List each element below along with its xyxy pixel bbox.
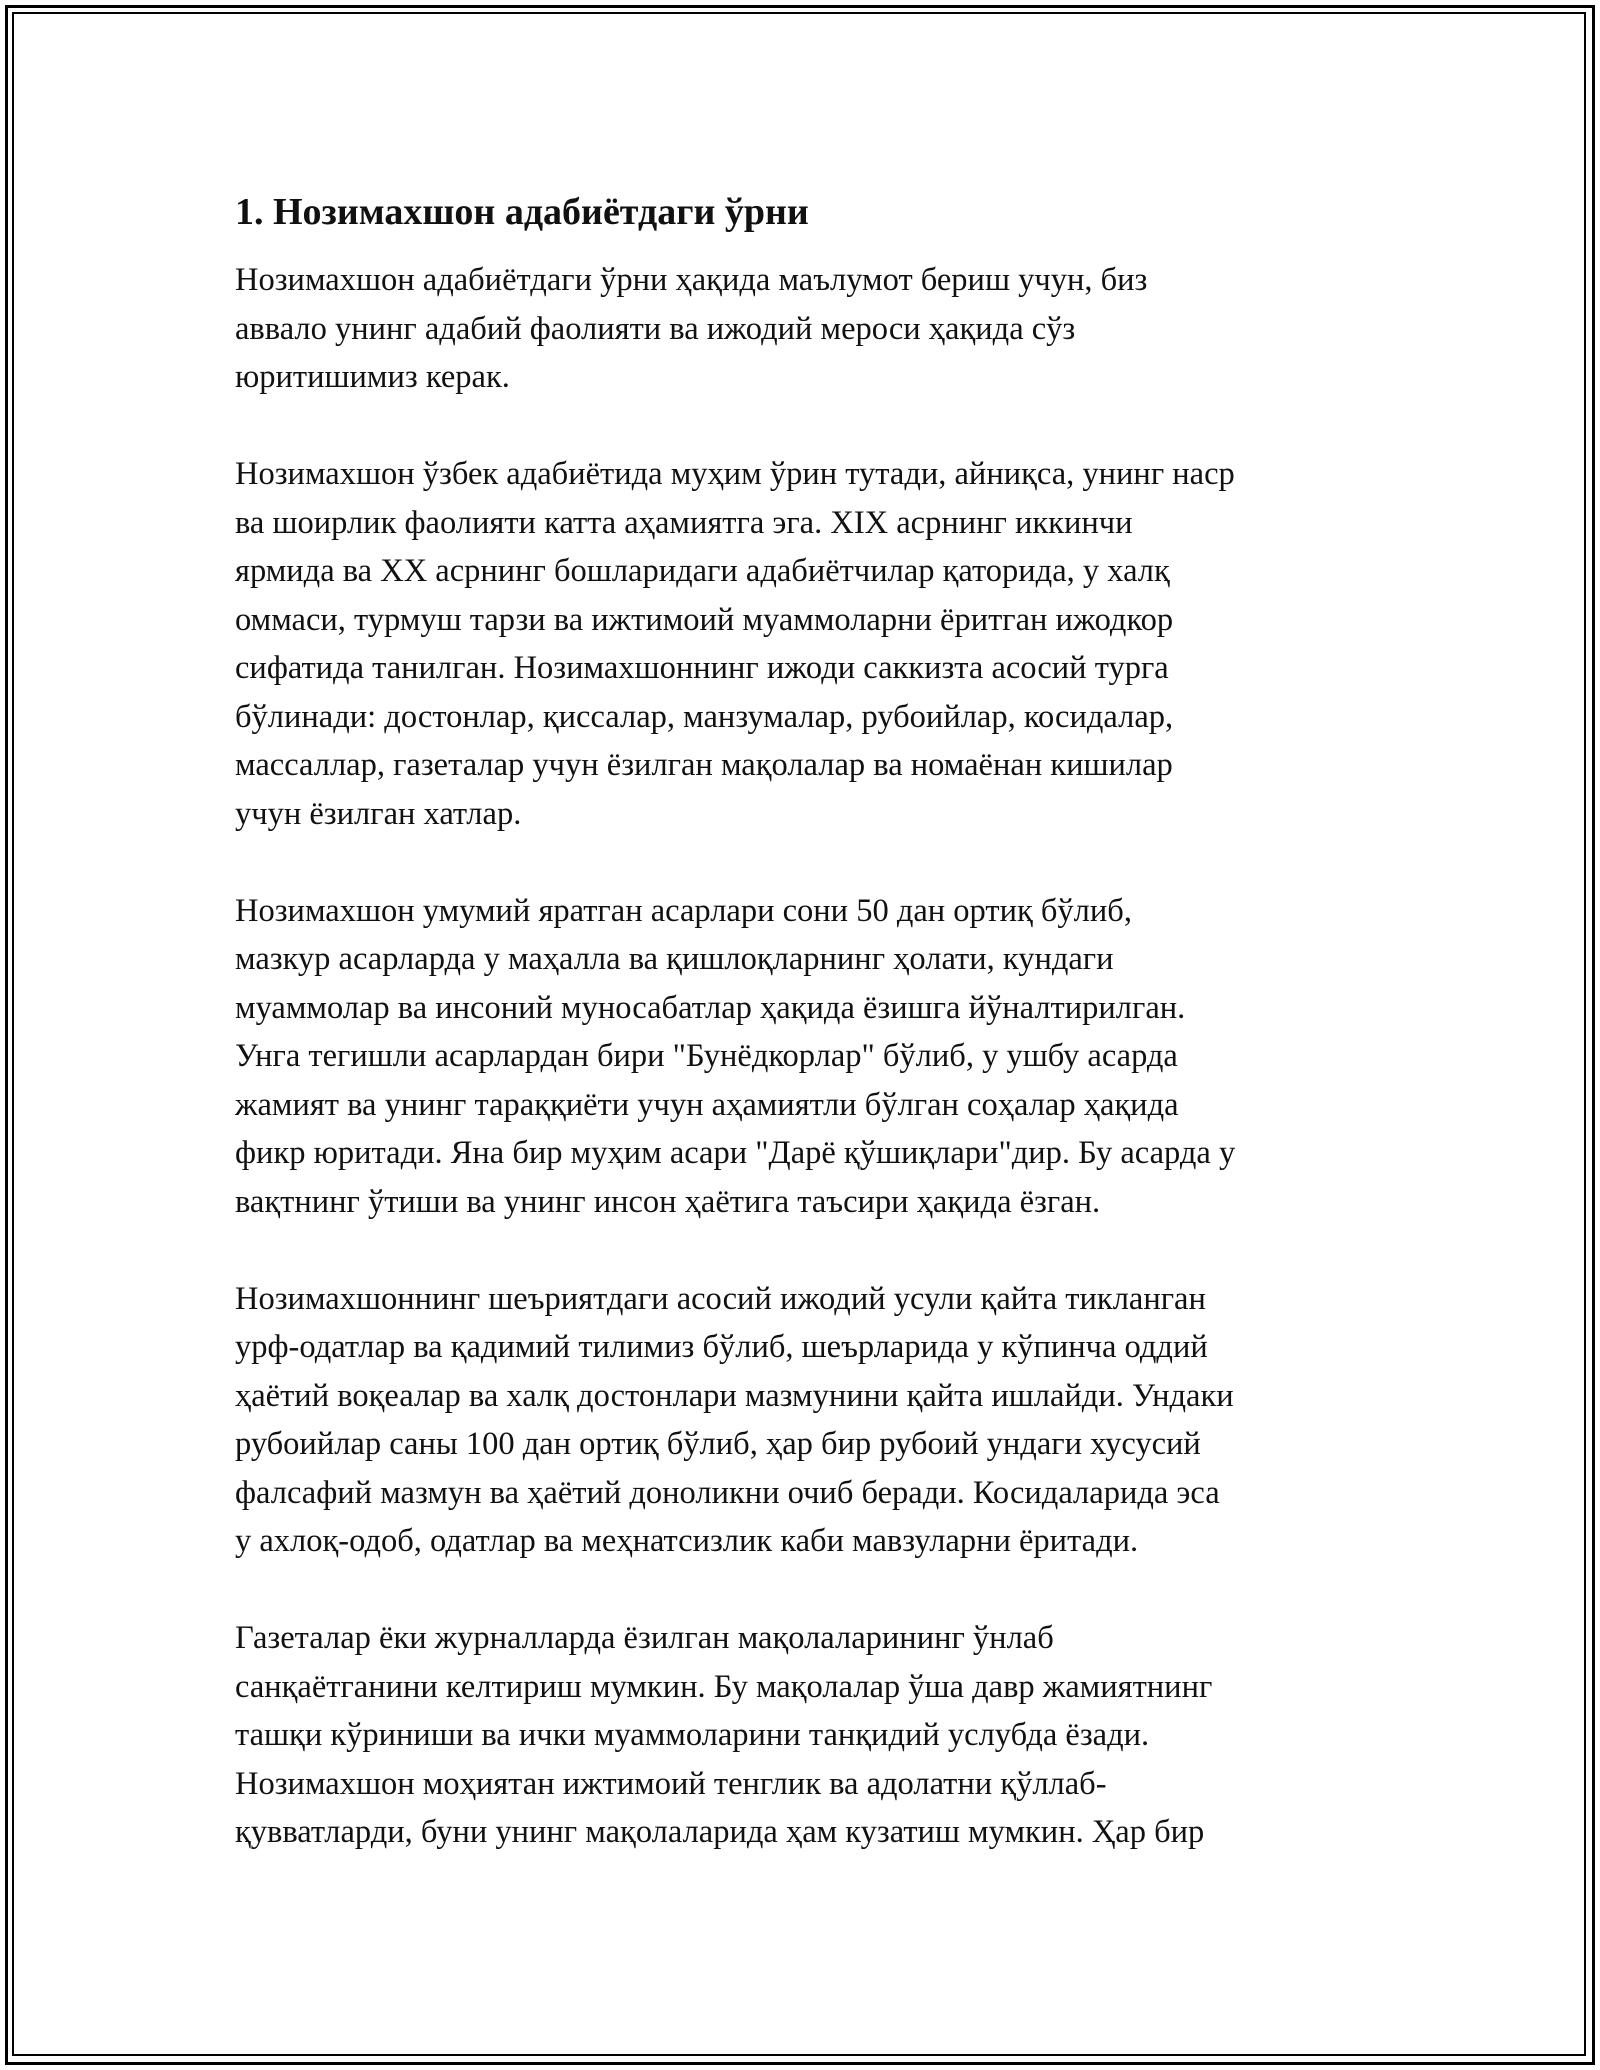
text-line: ташқи кўриниши ва ички муаммоларини танқидий услубда ёзади. <box>235 1717 1150 1753</box>
paragraph-2 <box>235 450 1385 838</box>
text-line: жамият ва унинг тараққиёти учун аҳамиятли бўлган соҳалар ҳақида <box>235 1086 1179 1123</box>
text-line: Нозимахшон адабиётдаги ўрни ҳақида маълумот бериш учун, биз <box>235 262 1148 298</box>
text-line: оммаси, турмуш тарзи ва ижтимоий муаммоларни ёритган ижодкор <box>235 601 1174 638</box>
text-line: ва шоирлик фаолияти катта аҳамиятга эга. XIX асрнинг иккинчи <box>235 504 1133 541</box>
text-line: ҳаётий воқеалар ва халқ достонлари мазмунини қайта ишлайди. Ундаки <box>235 1377 1234 1414</box>
section-heading: 1. Нозимахшон адабиётдаги ўрни <box>235 191 809 233</box>
text-line: сифатида танилган. Нозимахшоннинг ижоди саккизта асосий турга <box>235 650 1169 686</box>
text-line: урф-одатлар ва қадимий тилимиз бўлиб, шеърларида у кўпинча оддий <box>235 1329 1208 1365</box>
text-line: у ахлоқ-одоб, одатлар ва меҳнатсизлик каби мавзуларни ёритади. <box>235 1523 1139 1559</box>
text-line: санқаётганини келтириш мумкин. Бу мақолалар ўша давр жамиятнинг <box>235 1668 1213 1705</box>
paragraph-4 <box>235 1275 1385 1566</box>
text-line: Газеталар ёки журналларда ёзилган мақолаларининг ўнлаб <box>235 1620 1054 1656</box>
text-line: Нозимахшон ўзбек адабиётида муҳим ўрин тутади, айниқса, унинг наср <box>235 456 1235 492</box>
paragraph-3 <box>235 887 1385 1227</box>
text-line: қувватларди, буни унинг мақолаларида ҳам кузатиш мумкин. Ҳар бир <box>235 1814 1205 1850</box>
document-body <box>235 188 1385 1905</box>
text-line: аввало унинг адабий фаолияти ва ижодий мероси ҳақида сўз <box>235 310 1076 347</box>
text-line: юритишимиз керак. <box>235 359 510 395</box>
text-line: Нозимахшон моҳиятан ижтимоий тенглик ва адолатни қўллаб- <box>235 1765 1107 1802</box>
text-line: рубоийлар саны 100 дан ортиқ бўлиб, ҳар бир рубоий ундаги хусусий <box>235 1426 1201 1462</box>
text-line: фалсафий мазмун ва ҳаётий доноликни очиб беради. Косидаларида эса <box>235 1474 1220 1511</box>
text-line: учун ёзилган хатлар. <box>235 795 522 832</box>
text-line: Нозимахшон умумий яратган асарлари сони 50 дан ортиқ бўлиб, <box>235 892 1132 929</box>
text-line: вақтнинг ўтиши ва унинг инсон ҳаётига таъсири ҳақида ёзган. <box>235 1183 1101 1220</box>
text-line: бўлинади: достонлар, қиссалар, манзумалар, рубоийлар, косидалар, <box>235 698 1174 735</box>
text-line: фикр юритади. Яна бир муҳим асари "Дарё қўшиқлари"дир. Бу асарда у <box>235 1135 1236 1171</box>
text-line: Унга тегишли асарлардан бири "Бунёдкорлар" бўлиб, у ушбу асарда <box>235 1038 1178 1074</box>
text-line: ярмида ва XX асрнинг бошларидаги адабиётчилар қаторида, у халқ <box>235 553 1170 589</box>
text-line: муаммолар ва инсоний муносабатлар ҳақида ёзишга йўналтирилган. <box>235 989 1186 1026</box>
paragraph-5 <box>235 1614 1385 1857</box>
text-line: мазкур асарларда у маҳалла ва қишлоқларнинг ҳолати, кундаги <box>235 941 1114 977</box>
text-line: Нозимахшоннинг шеъриятдаги асосий ижодий усули қайта тикланган <box>235 1280 1206 1317</box>
paragraph-1 <box>235 256 1385 402</box>
text-line: массаллар, газеталар учун ёзилган мақолалар ва номаёнан кишилар <box>235 747 1173 783</box>
